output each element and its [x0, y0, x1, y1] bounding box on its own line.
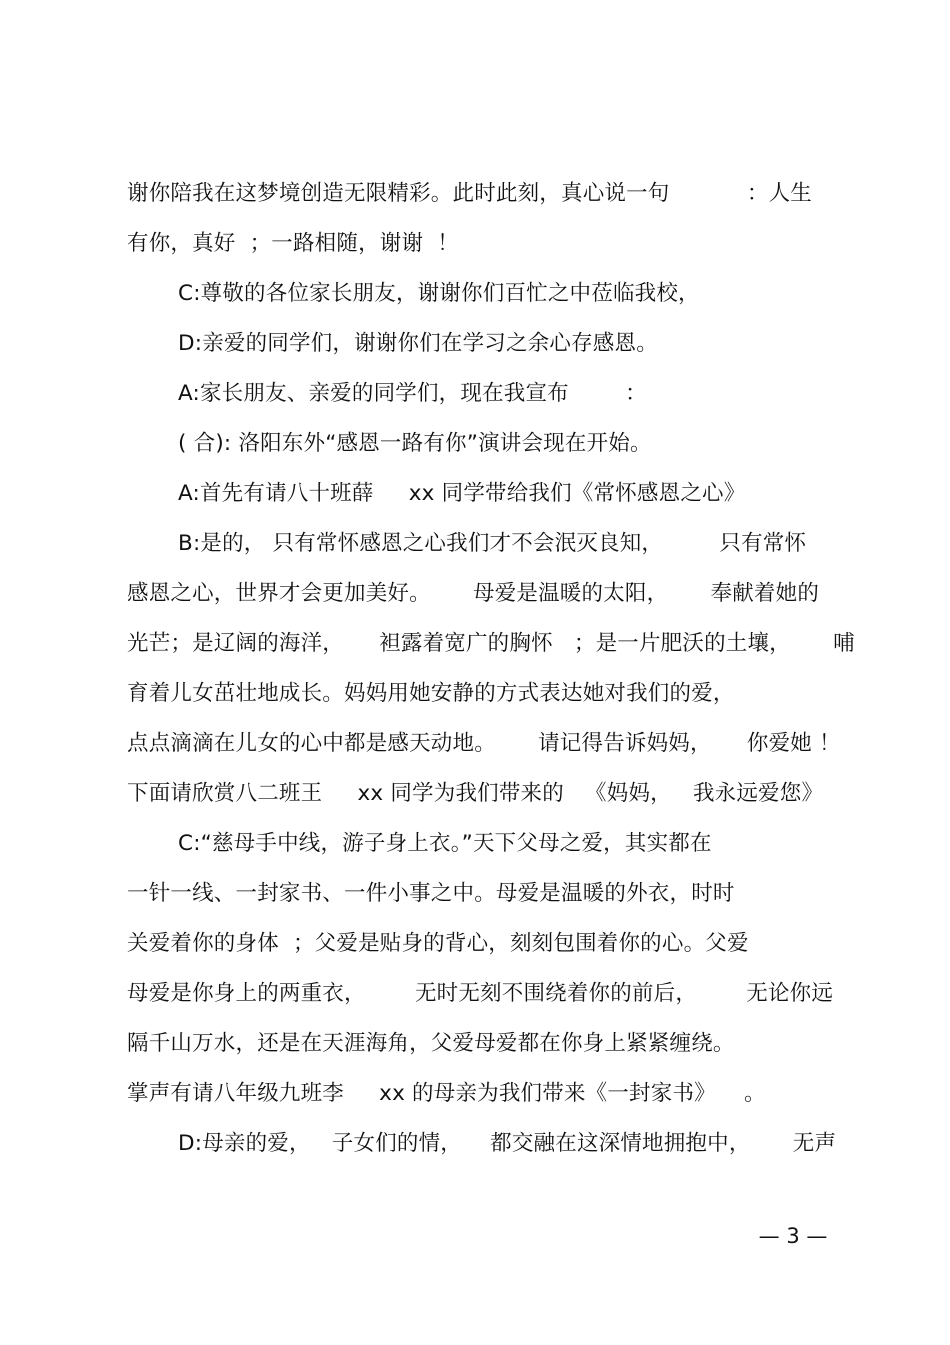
text-line-9: 感恩之心，世界才会更加美好。 母爱是温暖的太阳， 奉献着她的 — [127, 581, 820, 606]
text-line-6: ( 合): 洛阳东外“感恩一路有你”演讲会现在开始。 — [178, 431, 652, 456]
text-line-17: 母爱是你身上的两重衣， 无时无刻不围绕着你的前后， 无论你远 — [127, 981, 834, 1006]
page-number: — 3 — — [758, 1224, 828, 1248]
text-line-20: D:母亲的爱， 子女们的情， 都交融在这深情地拥抱中， 无声 — [178, 1131, 837, 1156]
text-line-15: 一针一线、一封家书、一件小事之中。母爱是温暖的外衣，时时 — [127, 881, 735, 906]
text-line-14: C:“慈母手中线，游子身上衣。”天下父母之爱，其实都在 — [178, 831, 712, 856]
text-line-19: 掌声有请八年级九班李 xx 的母亲为我们带来《一封家书》 。 — [127, 1081, 766, 1106]
text-line-2: 有你，真好 ；一路相随，谢谢 ！ — [127, 231, 459, 256]
text-line-18: 隔千山万水，还是在天涯海角，父爱母爱都在你身上紧紧缠绕。 — [127, 1031, 735, 1056]
text-line-3: C:尊敬的各位家长朋友，谢谢你们百忙之中莅临我校， — [178, 281, 700, 306]
text-line-11: 育着儿女茁壮地成长。妈妈用她安静的方式表达她对我们的爱， — [127, 681, 735, 706]
text-line-1: 谢你陪我在这梦境创造无限精彩。此时此刻，真心说一句 ：人生 — [127, 181, 812, 206]
text-line-5: A:家长朋友、亲爱的同学们，现在我宣布 ： — [178, 381, 647, 406]
text-line-4: D:亲爱的同学们，谢谢你们在学习之余心存感恩。 — [178, 331, 658, 356]
text-line-16: 关爱着你的身体 ；父爱是贴身的背心，刻刻包围着你的心。父爱 — [127, 931, 749, 956]
text-line-12: 点点滴滴在儿女的心中都是感天动地。 请记得告诉妈妈， 你爱她 ！ — [127, 731, 841, 756]
text-line-8: B:是的， 只有常怀感恩之心我们才不会泯灭良知， 只有常怀 — [178, 531, 807, 556]
text-line-10: 光芒；是辽阔的海洋， 袒露着宽广的胸怀 ；是一片肥沃的土壤， 哺 — [127, 631, 855, 656]
text-line-13: 下面请欣赏八二班王 xx 同学为我们带来的 《妈妈， 我永远爱您》 — [127, 781, 824, 806]
text-line-7: A:首先有请八十班薛 xx 同学带给我们《常怀感恩之心》 — [178, 481, 746, 506]
